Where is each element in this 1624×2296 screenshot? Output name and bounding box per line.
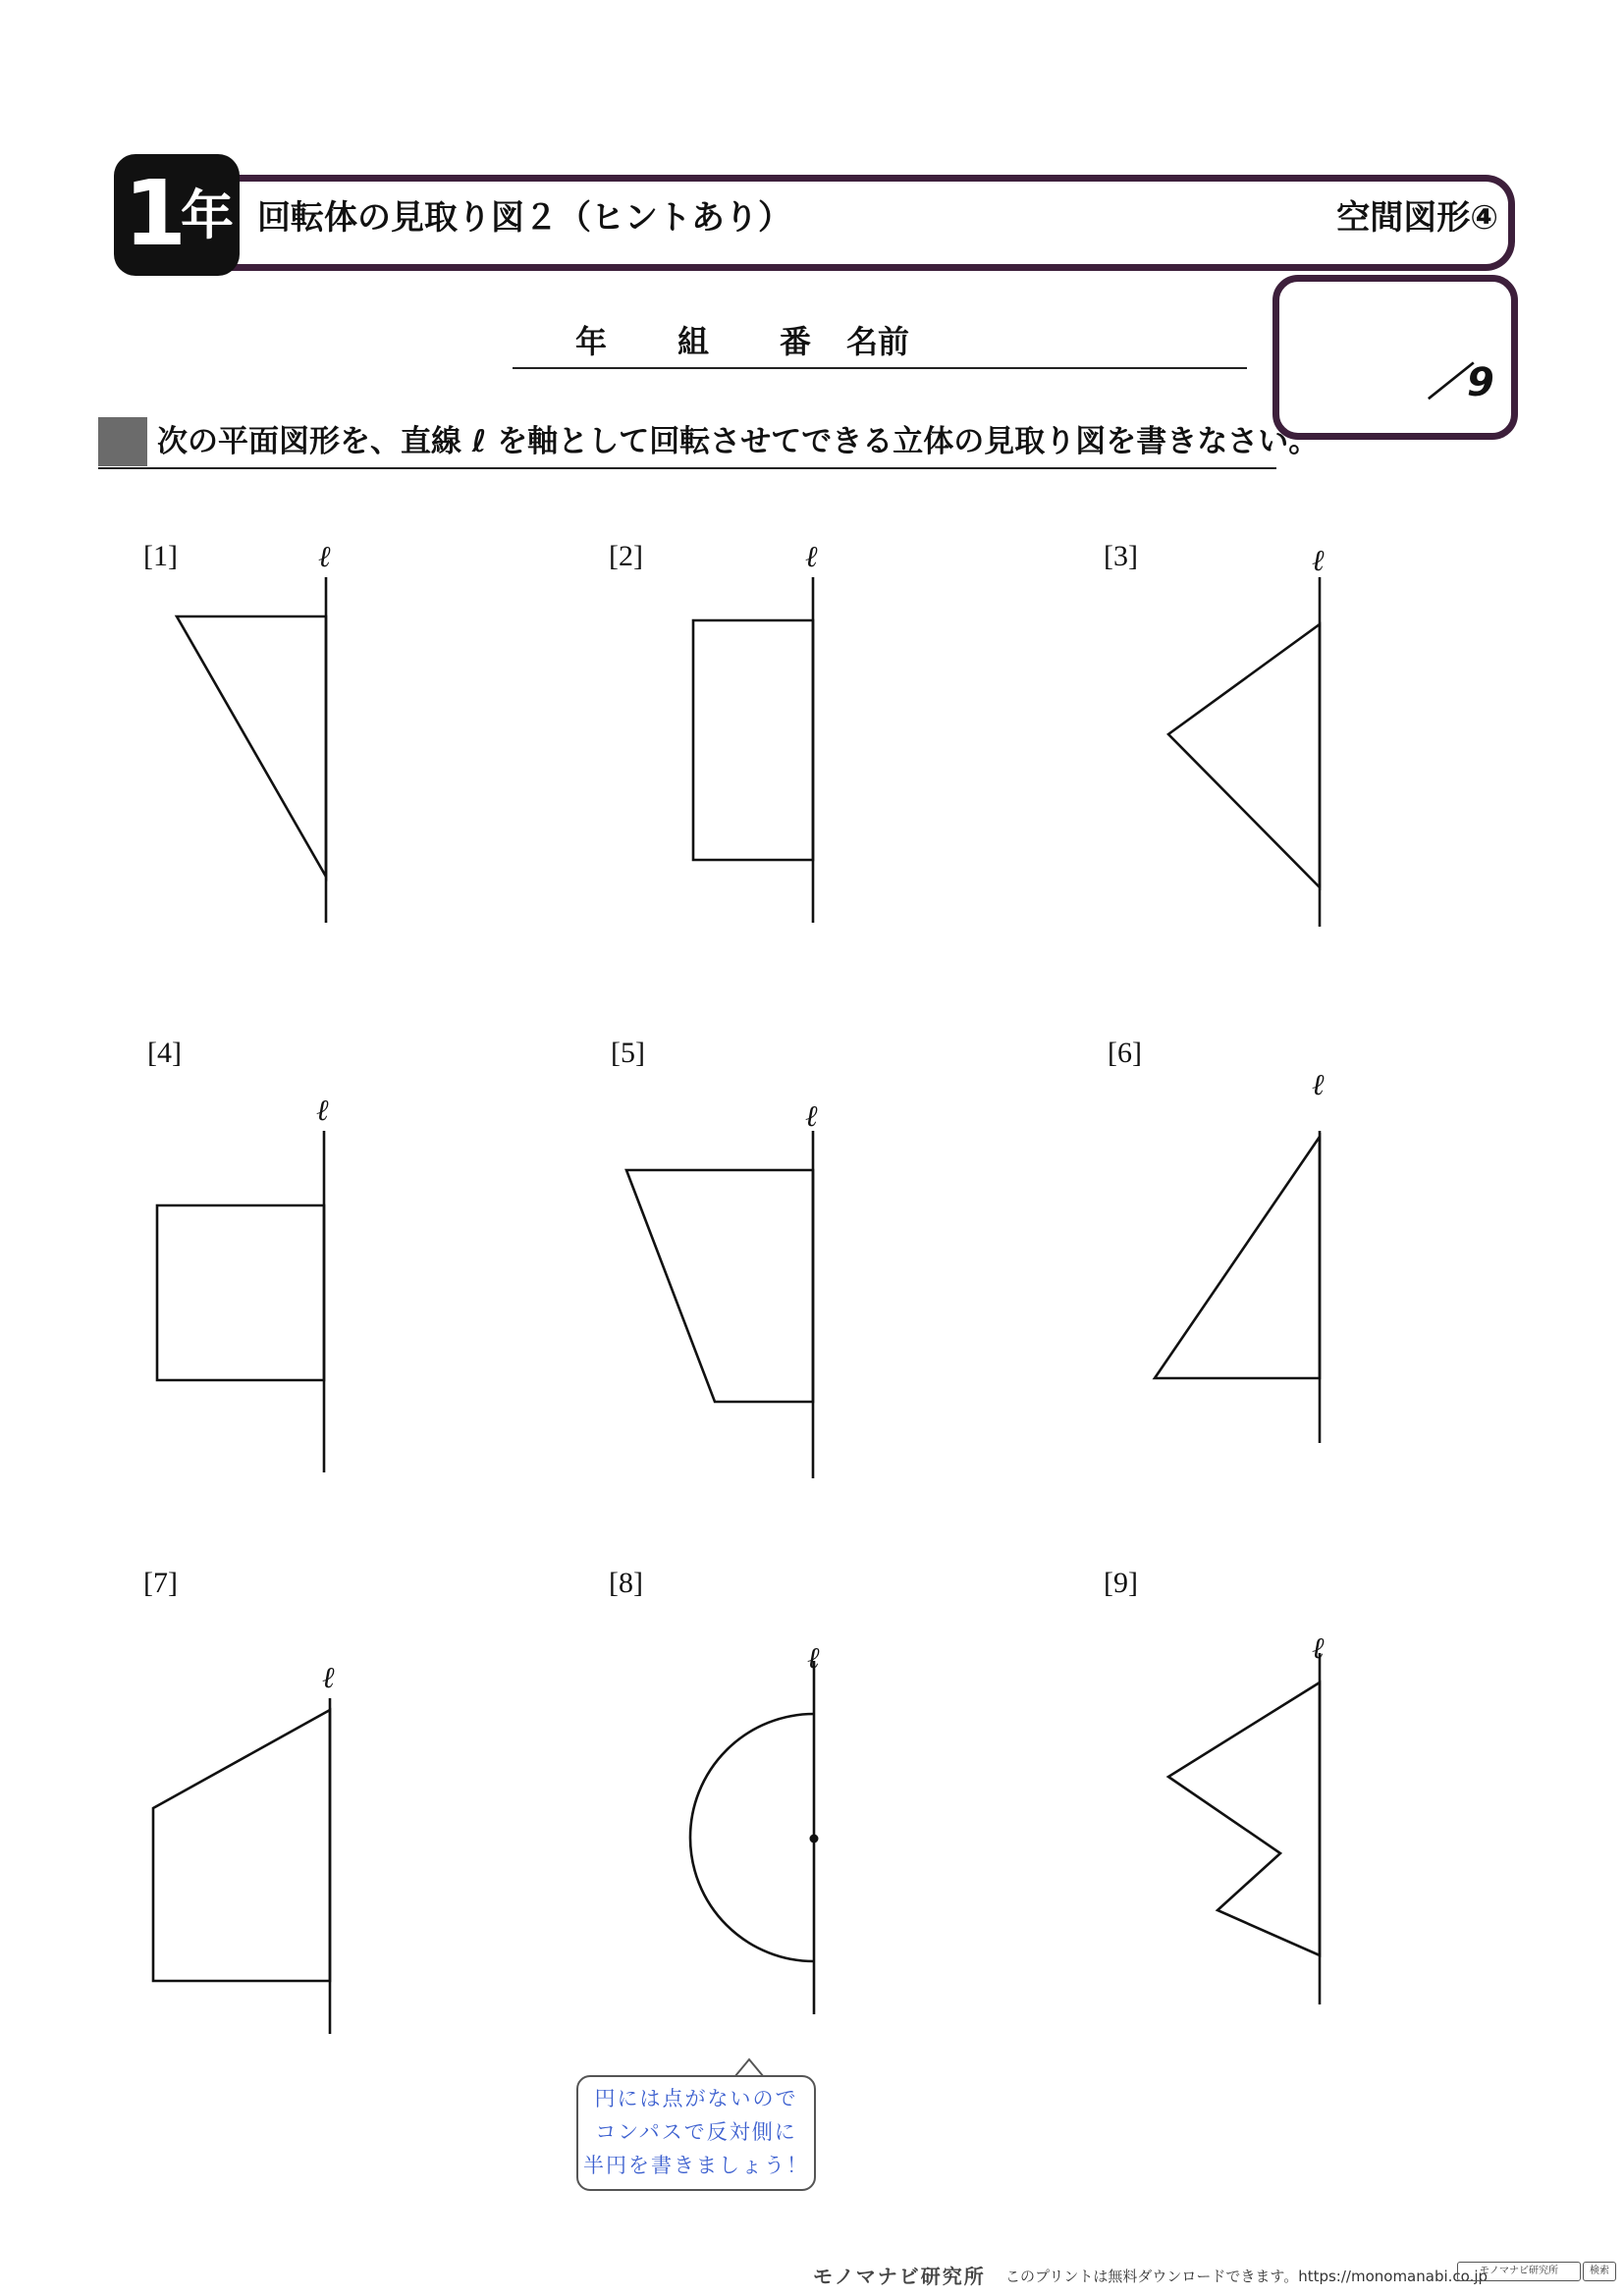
- hint-bubble: [576, 2075, 816, 2191]
- unit-label: 空間図形④: [1336, 198, 1498, 238]
- figure-8-center-dot: [810, 1835, 819, 1843]
- worksheet-title: 回転体の見取り図２（ヒントあり）: [257, 198, 791, 238]
- figure-7-trapezoid: [153, 1710, 330, 1981]
- instruction-text: 次の平面図形を、直線 ℓ を軸として回転させてできる立体の見取り図を書きなさい。: [157, 424, 1320, 459]
- problem-label-2: [2]: [609, 540, 643, 572]
- problem-label-6: [6]: [1108, 1037, 1142, 1069]
- axis-symbol-3: ℓ: [1312, 545, 1325, 577]
- problem-label-4: [4]: [147, 1037, 182, 1069]
- footer-note: このプリントは無料ダウンロードできます。https://monomanabi.co.jp: [1005, 2268, 1489, 2285]
- axis-symbol-4: ℓ: [316, 1095, 329, 1127]
- problem-label-7: [7]: [143, 1567, 178, 1599]
- problem-label-3: [3]: [1104, 540, 1138, 572]
- problem-label-8: [8]: [609, 1567, 643, 1599]
- axis-symbol-1: ℓ: [318, 541, 331, 573]
- axis-symbol-5: ℓ: [805, 1100, 818, 1133]
- axis-symbol-2: ℓ: [805, 541, 818, 573]
- figure-8-semicircle: [690, 1714, 814, 1961]
- figure-2-rectangle: [693, 620, 813, 860]
- number-label: 番: [780, 323, 812, 360]
- axis-symbol-8: ℓ: [807, 1642, 820, 1675]
- footer-search-input[interactable]: モノマナビ研究所: [1457, 2262, 1581, 2281]
- axis-symbol-7: ℓ: [322, 1662, 335, 1694]
- hint-line-2: コンパスで反対側に: [595, 2120, 797, 2144]
- grade-number: 1: [124, 161, 188, 266]
- grade-unit: 年: [181, 185, 234, 246]
- problem-label-9: [9]: [1104, 1567, 1138, 1599]
- figure-1-right-triangle: [177, 616, 326, 877]
- problem-label-1: [1]: [143, 540, 178, 572]
- hint-line-1: 円には点がないので: [594, 2087, 798, 2110]
- hint-line-3: 半円を書きましょう！: [583, 2154, 809, 2177]
- axis-symbol-9: ℓ: [1312, 1632, 1325, 1665]
- figure-9-notched-polygon: [1168, 1682, 1320, 1955]
- name-label: 名前: [846, 323, 910, 360]
- figure-4-square: [157, 1205, 324, 1380]
- figure-6-right-triangle: [1155, 1137, 1320, 1378]
- problem-label-5: [5]: [611, 1037, 645, 1069]
- figure-5-trapezoid: [626, 1170, 813, 1402]
- class-label: 組: [677, 323, 710, 360]
- footer-logo: モノマナビ研究所: [813, 2265, 986, 2288]
- year-label: 年: [575, 323, 608, 360]
- figure-3-triangle: [1168, 624, 1320, 887]
- score-label: ／9: [1428, 360, 1494, 405]
- axis-symbol-6: ℓ: [1312, 1069, 1325, 1101]
- footer-search-button[interactable]: 検索: [1583, 2262, 1616, 2281]
